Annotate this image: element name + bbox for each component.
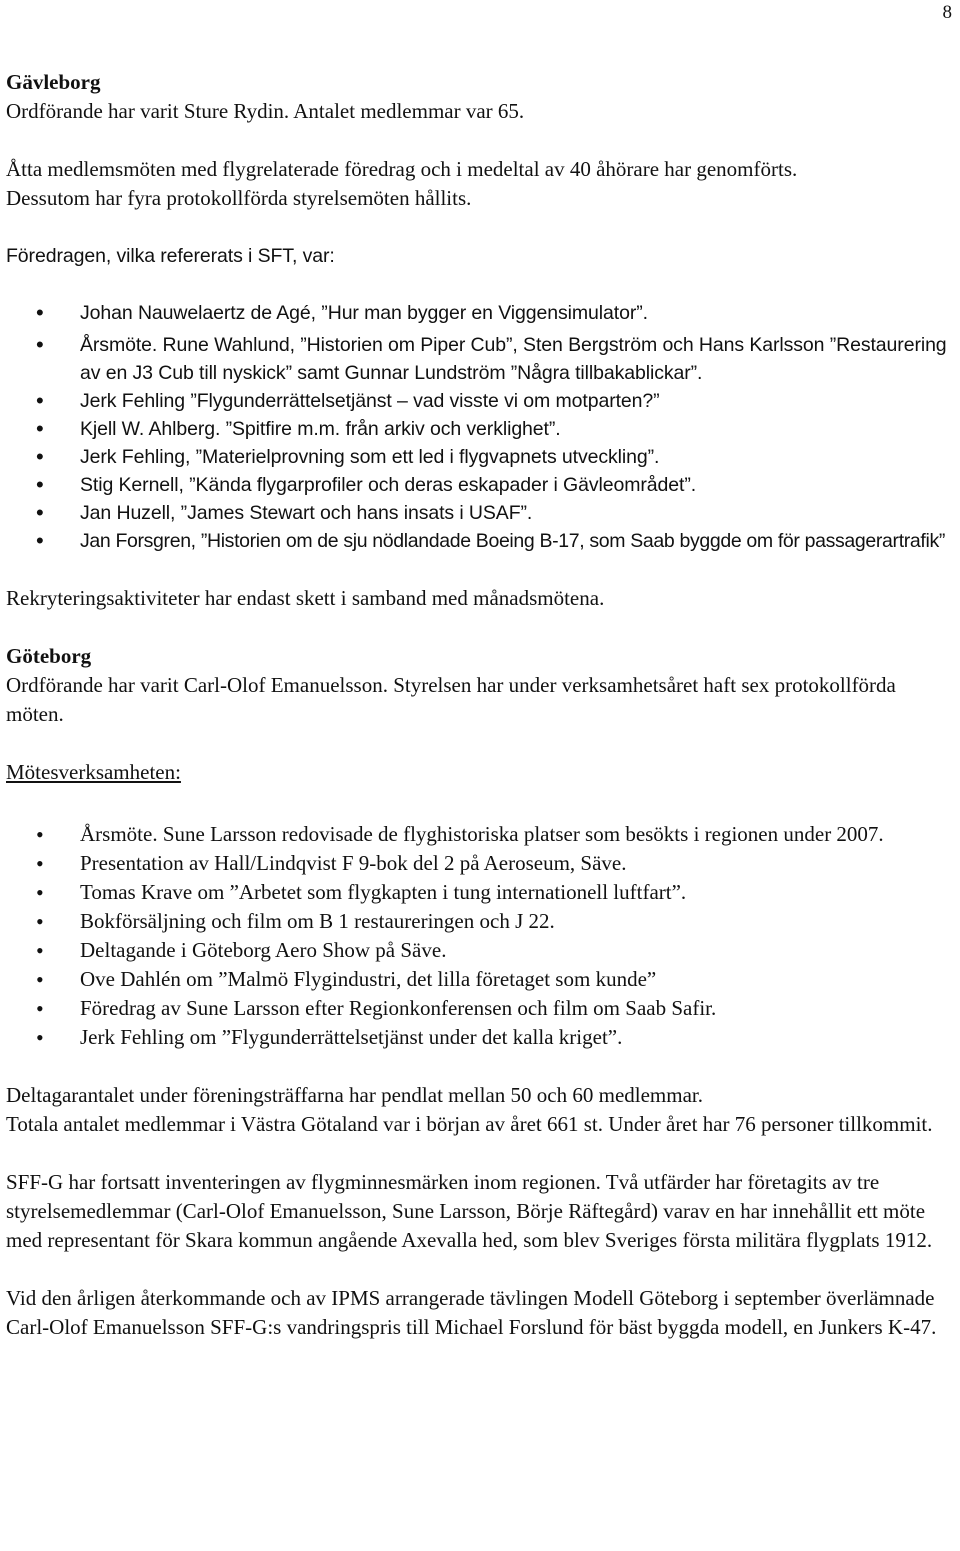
list-item: • Johan Nauwelaertz de Agé, ”Hur man bygger en Viggensimulator”. xyxy=(6,299,956,327)
paragraph-line: Dessutom har fyra protokollförda styrelsemöten hållits. xyxy=(6,186,472,210)
list-item: • Årsmöte. Sune Larsson redovisade de flyghistoriska platser som besökts i regionen under 2007. xyxy=(6,820,956,849)
list-item: • Bokförsäljning och film om B 1 restaureringen och J 22. xyxy=(6,907,956,936)
list-item: • Stig Kernell, ”Kända flygarprofiler och deras eskapader i Gävleområdet”. xyxy=(6,471,956,499)
list-item: • Årsmöte. Rune Wahlund, ”Historien om Piper Cub”, Sten Bergström och Hans Karlsson ”Restaurering av en J3 Cub till nyskick” samt Gunnar Lundström ”Några tillbakablickar”. xyxy=(6,331,956,387)
paragraph-recruitment: Rekryteringsaktiviteter har endast skett i samband med månadsmötena. xyxy=(6,586,605,610)
paragraph-chairman-board: Ordförande har varit Carl-Olof Emanuelsson. Styrelsen har under verksamhetsåret haft sex protokollförda möten. xyxy=(6,673,896,726)
list-item: • Jerk Fehling ”Flygunderrättelsetjänst – vad visste vi om motparten?” xyxy=(6,387,956,415)
list-item: • Jerk Fehling, ”Materielprovning som ett led i flygvapnets utveckling”. xyxy=(6,443,956,471)
paragraph-memorials: SFF-G har fortsatt inventeringen av flygminnesmärken inom regionen. Två utfärder har företagits av tre styrelsemedlemmar (Carl-Olof Emanuelsson, Sune Larsson, Börje Räftegård) varav en har innehållit ett möte med representant för Skara kommun angående Axevalla hed, som blev Sveriges första militära flygplats 1912. xyxy=(6,1170,933,1252)
document-body xyxy=(6,68,956,1342)
list-item: • Presentation av Hall/Lindqvist F 9-bok del 2 på Aeroseum, Säve. xyxy=(6,849,956,878)
list-item: • Deltagande i Göteborg Aero Show på Säve. xyxy=(6,936,956,965)
list-item: • Tomas Krave om ”Arbetet som flygkapten i tung internationell luftfart”. xyxy=(6,878,956,907)
section-heading-goteborg: Göteborg xyxy=(6,644,92,668)
lecture-list-gavleborg xyxy=(6,299,956,555)
paragraph-meetings xyxy=(6,155,956,213)
list-item: • Jerk Fehling om ”Flygunderrättelsetjänst under det kalla kriget”. xyxy=(6,1023,956,1052)
paragraph-line: Totala antalet medlemmar i Västra Götaland var i början av året 661 st. Under året har 76 personer tillkommit. xyxy=(6,1112,933,1136)
paragraph-line: Deltagarantalet under föreningsträffarna har pendlat mellan 50 och 60 medlemmar. xyxy=(6,1083,703,1107)
section-heading-gavleborg: Gävleborg xyxy=(6,70,101,94)
paragraph-chairman-members: Ordförande har varit Sture Rydin. Antalet medlemmar var 65. xyxy=(6,99,525,123)
paragraph-line: Åtta medlemsmöten med flygrelaterade föredrag och i medeltal av 40 åhörare har genomförts. xyxy=(6,157,798,181)
list-item: • Kjell W. Ahlberg. ”Spitfire m.m. från arkiv och verklighet”. xyxy=(6,415,956,443)
list-item: • Ove Dahlén om ”Malmö Flygindustri, det lilla företaget som kunde” xyxy=(6,965,956,994)
paragraph-lectures-intro: Föredragen, vilka refererats i SFT, var: xyxy=(6,245,335,267)
list-item: • Jan Forsgren, ”Historien om de sju nödlandade Boeing B-17, som Saab byggde om för passagerartrafik” xyxy=(6,527,956,555)
subheading-meetings: Mötesverksamheten: xyxy=(6,760,181,784)
list-item: • Jan Huzell, ”James Stewart och hans insats i USAF”. xyxy=(6,499,956,527)
list-item: • Föredrag av Sune Larsson efter Regionkonferensen och film om Saab Safir. xyxy=(6,994,956,1023)
meeting-list-goteborg xyxy=(6,820,956,1052)
paragraph-attendance xyxy=(6,1081,956,1139)
section-goteborg xyxy=(6,642,956,1342)
section-gavleborg xyxy=(6,68,956,613)
paragraph-model-contest: Vid den årligen återkommande och av IPMS arrangerade tävlingen Modell Göteborg i september överlämnade Carl-Olof Emanuelsson SFF-G:s vandringspris till Michael Forslund för bäst byggda modell, en Junkers K-47. xyxy=(6,1286,937,1339)
page-number: 8 xyxy=(942,2,952,23)
